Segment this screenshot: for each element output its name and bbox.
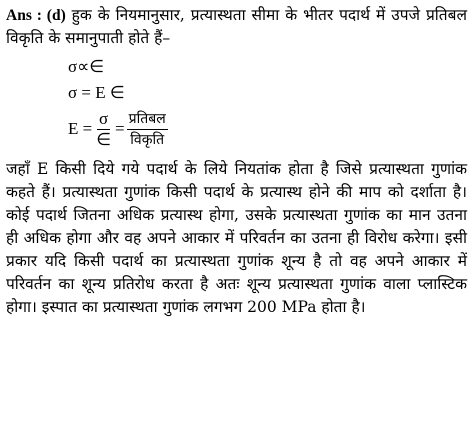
- symbol-fraction: [94, 109, 113, 150]
- epsilon-denominator: ∈: [96, 129, 112, 149]
- strain-denominator: विकृति: [130, 131, 165, 148]
- modulus-lhs: E =: [68, 119, 93, 138]
- answer-intro: [6, 4, 467, 50]
- formula-block: [68, 54, 467, 152]
- sigma-numerator: σ: [99, 108, 109, 128]
- equals-sign: =: [115, 119, 125, 138]
- modulus-fraction-formula: [68, 106, 467, 152]
- explanation-paragraph: जहाँ E किसी दिये गये पदार्थ के लिये नियतांक होता है जिसे प्रत्यास्थता गुणांक कहते हैं। प्रत्यास्थता गुणांक किसी पदार्थ के प्रत्यास्थ होने की माप को दर्शाता है। कोई पदार्थ जितना अधिक प्रत्यास्थ होगा, उसके प्रत्यास्थता गुणांक का मान उतना ही अधिक होगा और वह अपने आकार में परिवर्तन का उतना ही विरोध करेगा। इसी प्रकार यदि किसी पदार्थ का प्रत्यास्थता गुणांक शून्य है तो वह अपने आकार में परिवर्तन का शून्य प्रतिरोध करता है अतः शून्य प्रत्यास्थता गुणांक वाला प्लास्टिक होगा। इस्पात का प्रत्यास्थता गुणांक लगभग 200 MPa होता है।: [6, 160, 467, 316]
- youngs-equation: σ = E ∈: [68, 83, 125, 102]
- stress-numerator: प्रतिबल: [127, 109, 168, 130]
- answer-label: Ans : (d): [6, 7, 66, 24]
- word-fraction: [127, 109, 168, 150]
- answer-intro-text: हुक के नियमानुसार, प्रत्यास्थता सीमा के भीतर पदार्थ में उपजे प्रतिबल विकृति के समानुपाती होते हैं–: [6, 6, 467, 47]
- proportional-formula: σ∝∈: [68, 57, 105, 76]
